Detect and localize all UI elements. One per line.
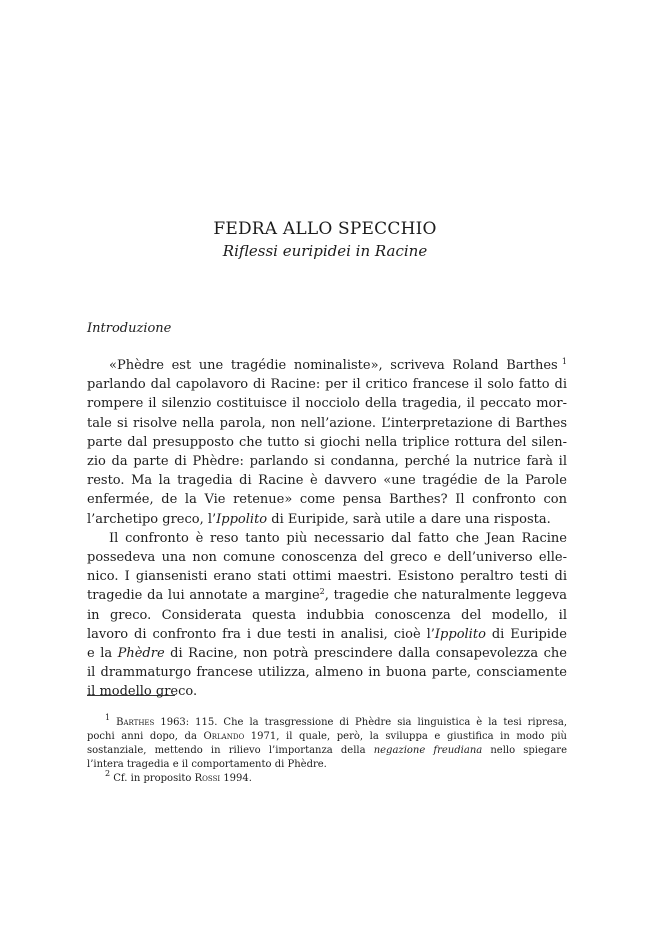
paragraph-1-line: tale si risolve nella parola, non nell’azione. L’interpretazione di Barthes bbox=[87, 415, 567, 431]
cited-author: Orlando bbox=[203, 731, 245, 742]
paragraph-2-line: lavoro di confronto fra i due testi in analisi, cioè l’Ippolito di Euripide bbox=[87, 626, 567, 642]
paragraph-1-line: resto. Ma la tragedia di Racine è davvero «une tragédie de la Parole bbox=[87, 473, 567, 489]
paragraph-2-line: il drammaturgo francese utilizza, almeno in buona parte, consciamente bbox=[87, 665, 567, 681]
footnote-1-line: l’intera tragedia e il comportamento di Phèdre. bbox=[87, 759, 327, 770]
paragraph-2-line: Il confronto è reso tanto più necessario dal fatto che Jean Racine bbox=[109, 530, 567, 546]
chapter-subtitle: Riflessi euripidei in Racine bbox=[222, 242, 428, 260]
footnote-ref-2[interactable]: 2 bbox=[319, 587, 325, 597]
footnote-1-line: $^1$ Barthes 1963: 115. Che la trasgressione di Phèdre sia linguistica è la tesi ripresa, bbox=[105, 713, 567, 728]
section-heading: Introduzione bbox=[87, 321, 172, 336]
paragraph-2-line: e la Phèdre di Racine, non potrà prescindere dalla consapevolezza che bbox=[87, 646, 567, 662]
paragraph-1-line: l’archetipo greco, l’Ippolito di Euripide, sarà utile a dare una risposta. bbox=[87, 511, 551, 527]
chapter-title: FEDRA ALLO SPECCHIO bbox=[213, 219, 437, 239]
chapter-title-block bbox=[0, 218, 650, 262]
paragraph-2-line: nico. I giansenisti erano stati ottimi maestri. Esistono peraltro testi di bbox=[87, 569, 567, 585]
footnote-ref-1[interactable]: 1 bbox=[561, 357, 567, 366]
footnote-1-line: sostanziale, mettendo in rilievo l’importanza della negazione freudiana nello spiegare bbox=[87, 745, 567, 756]
paragraph-1-line: parte dal presupposto che tutto si giochi nella triplice rottura del silen- bbox=[87, 434, 567, 450]
paragraph-1-line: enfermée, de la Vie retenue» come pensa Barthes? Il confronto con bbox=[87, 492, 567, 508]
paragraph-2-line: tragedie da lui annotate a margine$^2$, tragedie che naturalmente leggeva bbox=[87, 587, 567, 604]
paragraph-1-line: rompere il silenzio costituisce il nocciolo della tragedia, il peccato mor- bbox=[87, 396, 567, 412]
footnotes bbox=[87, 713, 567, 786]
footnote-2-line: $^2$ Cf. in proposito Rossi 1994. bbox=[105, 769, 252, 784]
paragraph-2-line: il modello greco. bbox=[87, 684, 198, 700]
cited-author: Rossi bbox=[194, 773, 221, 784]
paragraph-1-line: zio da parte di Phèdre: parlando si condanna, perché la nutrice farà il bbox=[87, 454, 567, 470]
body-text bbox=[87, 356, 567, 702]
footnote-1-line: pochi anni dopo, da Orlando 1971, il quale, però, la sviluppa e giustifica in modo più bbox=[87, 731, 567, 742]
footnote-2-number: 2 bbox=[105, 769, 111, 778]
paragraph-2-line: possedeva una non comune conoscenza del greco e dell’universo elle- bbox=[87, 550, 567, 566]
paragraph-2-line: in greco. Considerata questa indubbia conoscenza del modello, il bbox=[87, 607, 567, 623]
paragraph-1-line: parlando dal capolavoro di Racine: per il critico francese il solo fatto di bbox=[87, 377, 567, 393]
cited-author: Barthes bbox=[116, 717, 155, 728]
footnote-1-number: 1 bbox=[105, 713, 111, 722]
paragraph-1-line-1: «Phèdre est une tragédie nominaliste», scriveva Roland Barthes $^1$ bbox=[109, 357, 567, 373]
footnote-separator bbox=[87, 695, 175, 696]
